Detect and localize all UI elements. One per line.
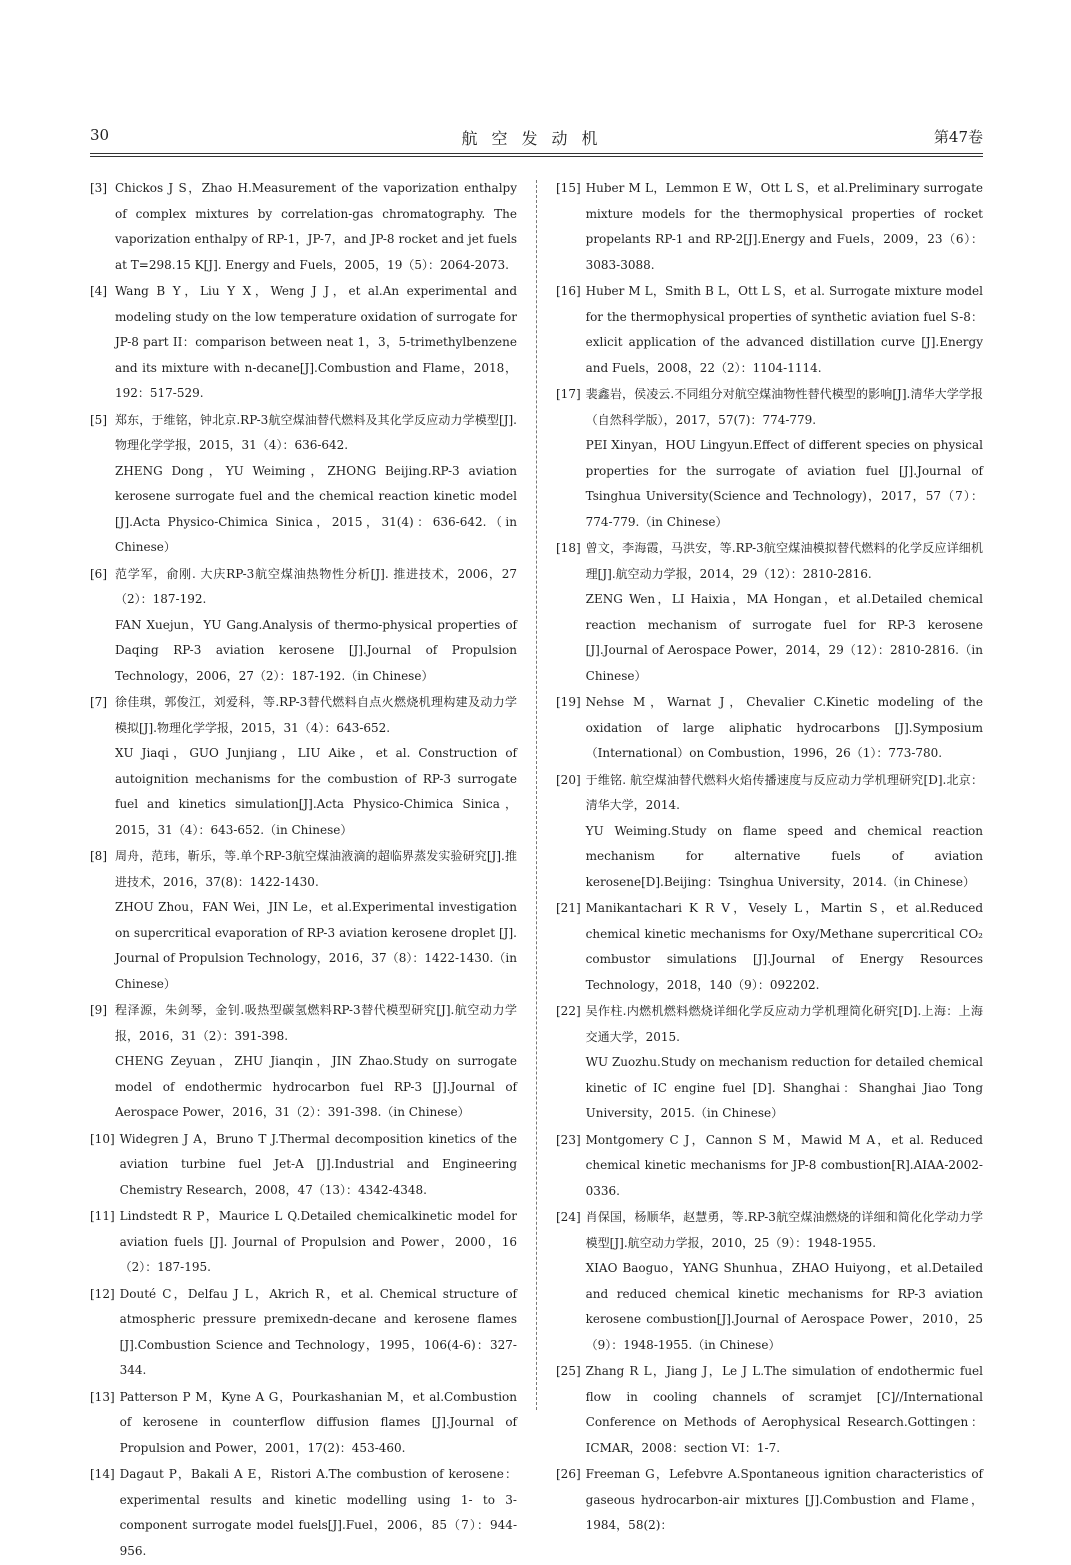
reference-item [556, 536, 983, 689]
reference-list-left [90, 176, 517, 1565]
reference-item [556, 999, 983, 1127]
reference-citation: Lindstedt R P，Maurice L Q.Detailed chemicalkinetic model for aviation fuels [J]. Journal of Propulsion and Power，2000，16（2）：187-195. [119, 1209, 517, 1274]
reference-item [556, 768, 983, 896]
reference-citation: 徐佳琪，郭俊江，刘爱科，等.RP-3替代燃料自点火燃烧机理构建及动力学模拟[J].物理化学学报，2015，31（4）：643-652. [115, 695, 517, 735]
reference-text [115, 176, 517, 278]
reference-number: [19] [556, 695, 581, 709]
reference-number: [7] [90, 695, 107, 709]
reference-text [586, 1205, 983, 1358]
reference-text [586, 382, 983, 535]
reference-item [90, 1127, 517, 1204]
reference-citation: 周舟，范玮，靳乐，等.单个RP-3航空煤油液滴的超临界蒸发实验研究[J].推进技术，2016，37(8)：1422-1430. [115, 849, 517, 889]
reference-item [90, 408, 517, 561]
reference-number: [13] [90, 1389, 115, 1404]
reference-text [586, 690, 983, 767]
reference-translation: XIAO Baoguo，YANG Shunhua，ZHAO Huiyong，et al.Detailed and reduced chemical kinetic mechanisms for RP-3 aviation kerosene combustion[J].Journal of Aerospace Power，2010，25（9）：1948-1955.（in Chinese） [585, 1261, 983, 1352]
reference-citation: Dagaut P，Bakali A E，Ristori A.The combustion of kerosene：experimental results and kinetic modelling using 1- to 3- component surrogate model fuels[J].Fuel，2006，85（7）：944-956. [119, 1467, 517, 1558]
reference-item [556, 1359, 983, 1461]
reference-citation: 吴作柱.内燃机燃料燃烧详细化学反应动力学机理简化研究[D].上海：上海交通大学，2015. [585, 1004, 983, 1044]
reference-citation: 肖保国，杨顺华，赵慧勇，等.RP-3航空煤油燃烧的详细和简化化学动力学模型[J].航空动力学报，2010，25（9）：1948-1955. [585, 1210, 983, 1250]
reference-number: [14] [90, 1467, 115, 1481]
reference-text [115, 690, 517, 843]
reference-citation: Chickos J S，Zhao H.Measurement of the vaporization enthalpy of complex mixtures by correlation-gas chromatography. The vaporization enthalpy of RP-1，JP-7，and JP-8 rocket and jet fuels at T=298.15 K[J]. Energy and Fuels，2005，19（5）：2064-2073. [115, 181, 517, 272]
reference-number: [24] [556, 1210, 581, 1224]
reference-number: [8] [90, 849, 107, 863]
reference-text [120, 1204, 517, 1281]
reference-citation: Douté C，Delfau J L，Akrich R，et al. Chemical structure of atmospheric pressure premixedn-decane and kerosene flames [J].Combustion Science and Technology，1995，106(4-6)：327-344. [119, 1286, 517, 1377]
running-header [90, 126, 983, 152]
reference-item [90, 998, 517, 1126]
reference-citation: Montgomery C J，Cannon S M，Mawid M A，et al. Reduced chemical kinetic mechanisms for JP-8 combustion[R].AIAA-2002-0336. [585, 1132, 983, 1198]
reference-number: [3] [90, 181, 107, 195]
reference-text [115, 844, 517, 997]
reference-item [90, 844, 517, 997]
reference-text [115, 998, 517, 1126]
reference-item [90, 1385, 517, 1462]
page-number: 30 [90, 126, 110, 144]
header-rule [90, 153, 983, 154]
reference-number: [9] [90, 1003, 107, 1017]
reference-item [90, 1204, 517, 1281]
reference-text [586, 176, 983, 278]
reference-citation: Huber M L，Lemmon E W，Ott L S，et al.Preliminary surrogate mixture models for the thermophysical properties of rocket propelants RP-1 and RP-2[J].Energy and Fuels，2009，23（6）：3083-3088. [585, 181, 983, 272]
journal-title: 航空发动机 [461, 129, 612, 148]
reference-citation: Huber M L，Smith B L，Ott L S，et al. Surrogate mixture model for the thermophysical properties of synthetic aviation fuel S-8：exlicit application of the advanced distillation curve [J].Energy and Fuels，2008，22（2）：1104-1114. [585, 284, 983, 375]
reference-citation: 于维铭. 航空煤油替代燃料火焰传播速度与反应动力学机理研究[D].北京：清华大学，2014. [585, 772, 983, 812]
reference-citation: Nehse M，Warnat J，Chevalier C.Kinetic modeling of the oxidation of large aliphatic hydrocarbons [J].Symposium （International）on Combustion，1996，26（1）：773-780. [585, 695, 983, 760]
reference-text [586, 896, 983, 998]
reference-citation: Freeman G，Lefebvre A.Spontaneous ignition characteristics of gaseous hydrocarbon-air mixtures [J].Combustion and Flame，1984，58(2)： [585, 1467, 983, 1532]
reference-item [556, 1462, 983, 1539]
reference-item [90, 562, 517, 690]
reference-list-right [556, 176, 983, 1540]
reference-citation: Wang B Y，Liu Y X，Weng J J，et al.An experimental and modeling study on the low temperature oxidation of surrogate for JP-8 part II：comparison between neat 1，3，5-trimethylbenzene and its mixture with n-decane[J].Combustion and Flame，2018，192：517-529. [115, 284, 517, 400]
reference-text [120, 1127, 517, 1204]
reference-number: [11] [90, 1209, 115, 1223]
reference-citation: Manikantachari K R V，Vesely L，Martin S，et al.Reduced chemical kinetic mechanisms for Oxy/Methane supercritical CO₂ combustor simulations [J].Journal of Energy Resources Technology，2018，140（9）：092202. [585, 901, 983, 992]
reference-number: [26] [556, 1467, 581, 1481]
reference-number: [16] [556, 284, 581, 298]
reference-item [556, 896, 983, 998]
reference-citation: 范学军，俞刚. 大庆RP-3航空煤油热物性分析[J]. 推进技术，2006，27（2）：187-192. [115, 566, 517, 606]
reference-number: [18] [556, 541, 581, 555]
reference-translation: XU Jiaqi，GUO Junjiang，LIU Aike，et al. Construction of autoignition mechanisms for the combustion of RP-3 surrogate fuel and kinetics simulation[J].Acta Physico-Chimica Sinica，2015，31（4）：643-652.（in Chinese） [115, 746, 517, 837]
reference-citation: Patterson P M，Kyne A G，Pourkashanian M，et al.Combustion of kerosene in counterflow diffusion flames [J].Journal of Propulsion and Power，2001，17(2)：453-460. [119, 1389, 517, 1455]
reference-text [586, 279, 983, 381]
volume-label: 第47卷 [933, 128, 983, 146]
reference-text [115, 562, 517, 690]
reference-text [586, 1128, 983, 1205]
reference-translation: ZENG Wen，LI Haixia，MA Hongan，et al.Detailed chemical reaction mechanism of surrogate fuel for RP-3 kerosene [J].Journal of Aerospace Power，2014，29（12）：2810-2816.（in Chinese） [585, 592, 983, 683]
reference-number: [15] [556, 181, 581, 195]
reference-citation: 郑东，于维铭，钟北京.RP-3航空煤油替代燃料及其化学反应动力学模型[J].物理化学学报，2015，31（4）：636-642. [115, 412, 517, 452]
reference-translation: WU Zuozhu.Study on mechanism reduction for detailed chemical kinetic of IC engine fuel [D]. Shanghai：Shanghai Jiao Tong University，2015.（in Chinese） [585, 1055, 983, 1120]
reference-number: [5] [90, 412, 107, 427]
reference-text [115, 279, 517, 407]
reference-text [586, 1462, 983, 1539]
reference-item [556, 382, 983, 535]
reference-number: [20] [556, 772, 581, 787]
reference-text [115, 408, 517, 561]
reference-item [556, 1205, 983, 1358]
reference-item [90, 279, 517, 407]
reference-translation: ZHENG Dong，YU Weiming，ZHONG Beijing.RP-3 aviation kerosene surrogate fuel and the chemical reaction kinetic model [J].Acta Physico-Chimica Sinica，2015，31(4)：636-642.（in Chinese） [115, 463, 517, 554]
reference-text [586, 768, 983, 896]
reference-text [586, 999, 983, 1127]
reference-number: [4] [90, 284, 107, 298]
reference-item [556, 690, 983, 767]
reference-number: [12] [90, 1286, 115, 1301]
reference-item [90, 176, 517, 278]
reference-text [120, 1282, 517, 1384]
reference-translation: PEI Xinyan，HOU Lingyun.Effect of different species on physical properties for the surrogate of aviation fuel [J].Journal of Tsinghua University(Science and Technology)，2017，57（7）：774-779.（in Chinese） [585, 438, 983, 529]
reference-number: [22] [556, 1004, 581, 1018]
reference-translation: YU Weiming.Study on flame speed and chemical reaction mechanism for alternative fuels of aviation kerosene[D].Beijing：Tsinghua University，2014.（in Chinese） [585, 823, 983, 889]
reference-item [556, 279, 983, 381]
reference-citation: 曾文，李海霞，马洪安，等.RP-3航空煤油模拟替代燃料的化学反应详细机理[J].航空动力学报，2014，29（12）：2810-2816. [585, 541, 983, 581]
reference-item [556, 1128, 983, 1205]
reference-citation: Zhang R L，Jiang J，Le J L.The simulation of endothermic fuel flow in cooling channels of scramjet [C]//International Conference on Methods of Aerophysical Research.Gottingen：ICMAR，2008：section VI：1-7. [585, 1364, 983, 1455]
reference-translation: FAN Xuejun，YU Gang.Analysis of thermo-physical properties of Daqing RP-3 aviation kerosene [J].Journal of Propulsion Technology，2006，27（2）：187-192.（in Chinese） [115, 617, 517, 683]
reference-number: [21] [556, 901, 581, 915]
reference-citation: 裴鑫岩，侯凌云.不同组分对航空煤油物性替代模型的影响[J].清华大学学报（自然科学版），2017，57(7)：774-779. [585, 387, 983, 427]
reference-translation: CHENG Zeyuan，ZHU Jianqin，JIN Zhao.Study on surrogate model of endothermic hydrocarbon fuel RP-3 [J].Journal of Aerospace Power，2016，31（2）：391-398.（in Chinese） [115, 1054, 517, 1119]
reference-number: [10] [90, 1131, 115, 1146]
reference-translation: ZHOU Zhou，FAN Wei，JIN Le，et al.Experimental investigation on supercritical evaporation of RP-3 aviation kerosene droplet [J]. Journal of Propulsion Technology，2016，37（8）：1422-1430.（in Chinese） [115, 900, 517, 991]
reference-citation: Widegren J A，Bruno T J.Thermal decomposition kinetics of the aviation turbine fuel Jet-A [J].Industrial and Engineering Chemistry Research，2008，47（13）：4342-4348. [119, 1131, 517, 1197]
reference-number: [17] [556, 387, 581, 401]
reference-text [120, 1462, 517, 1564]
reference-number: [25] [556, 1364, 581, 1378]
reference-text [586, 1359, 983, 1461]
reference-item [90, 1462, 517, 1564]
column-divider [536, 180, 537, 1410]
reference-number: [23] [556, 1132, 581, 1147]
reference-text [586, 536, 983, 689]
header-rule-secondary [90, 156, 983, 157]
reference-item [556, 176, 983, 278]
reference-item [90, 690, 517, 843]
reference-text [120, 1385, 517, 1462]
reference-number: [6] [90, 566, 107, 581]
reference-item [90, 1282, 517, 1384]
reference-citation: 程泽源，朱剑琴，金钊.吸热型碳氢燃料RP-3替代模型研究[J].航空动力学报，2016，31（2）：391-398. [115, 1003, 517, 1043]
